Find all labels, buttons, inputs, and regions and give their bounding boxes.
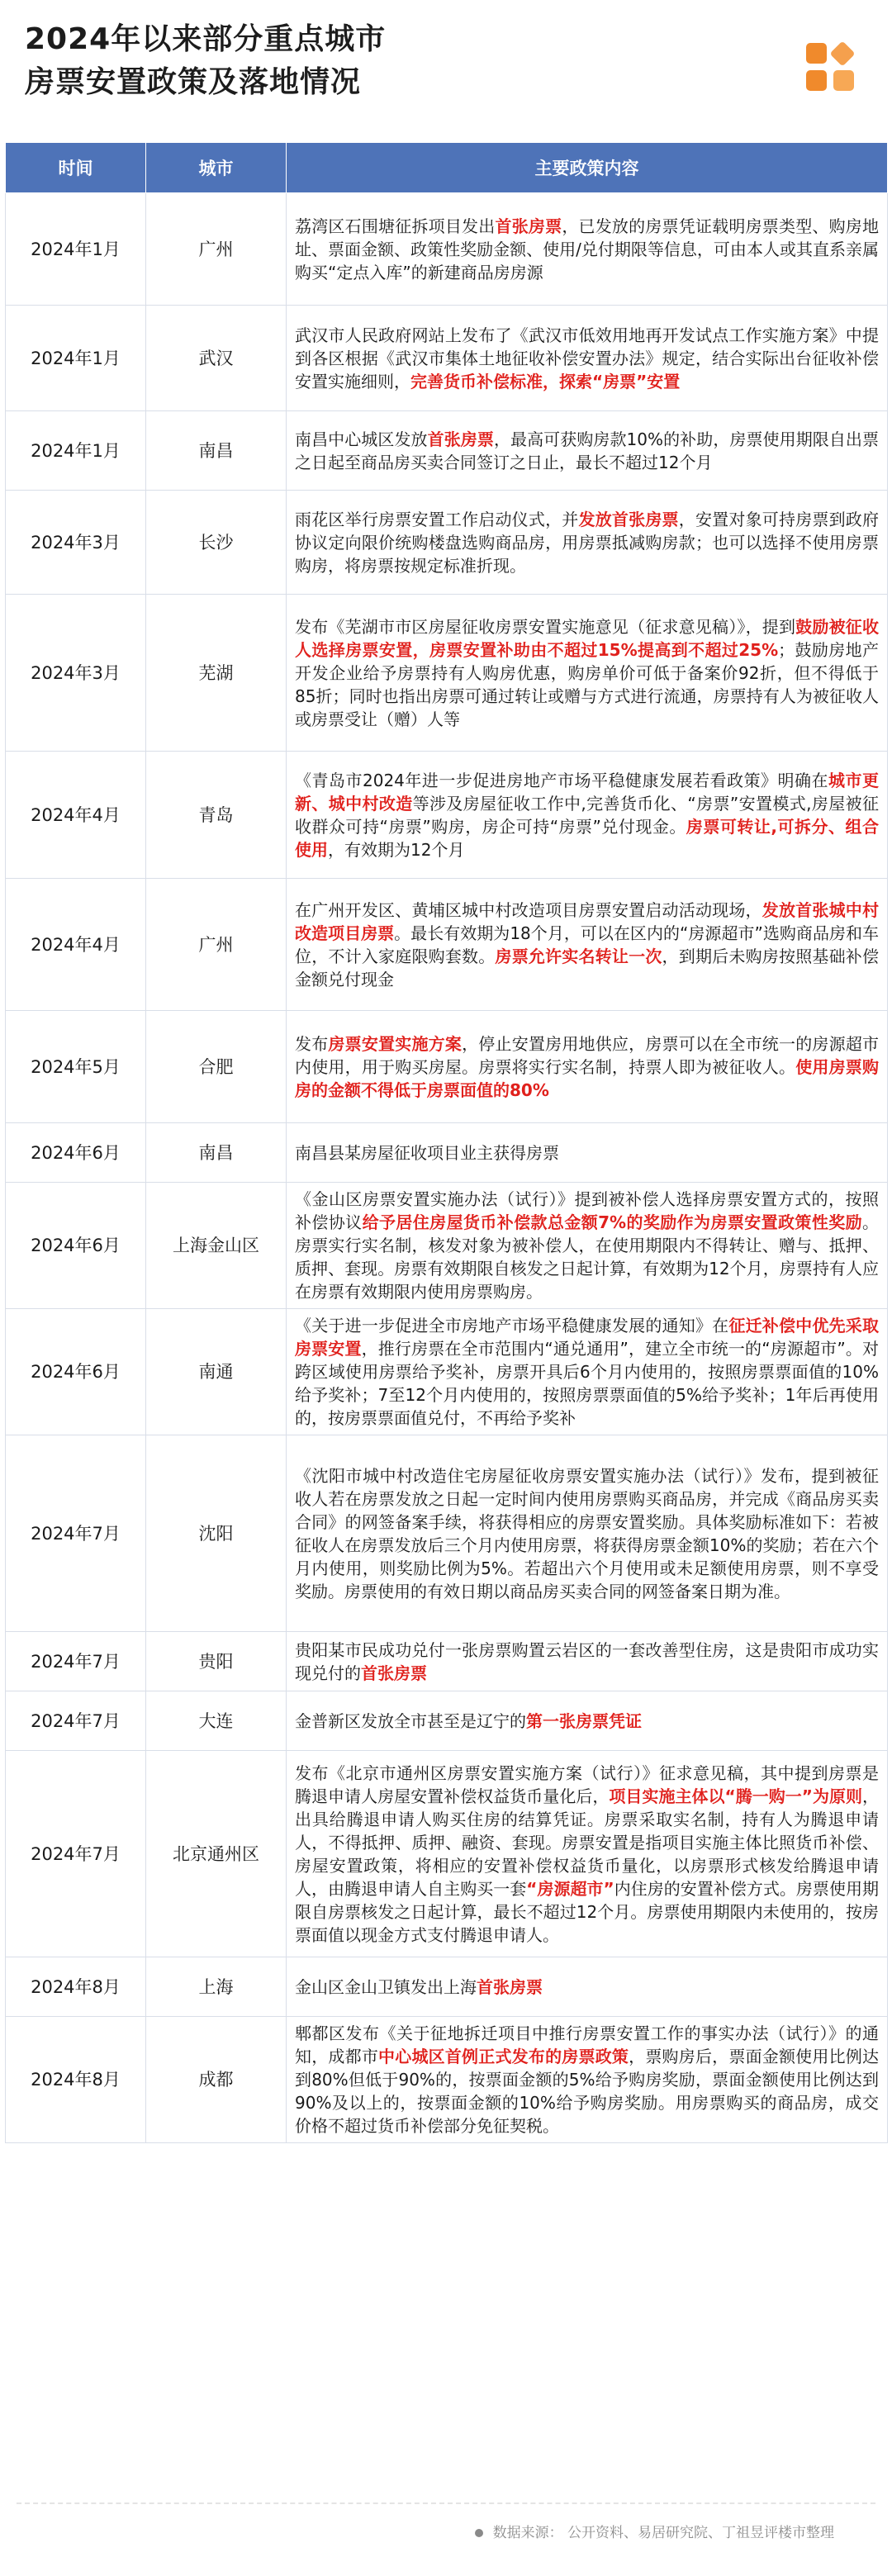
table-row [6, 1435, 888, 1632]
cell-date: 2024年5月 [6, 1011, 146, 1123]
content-text: ，票购房后，票面金额使用比例达到80%但低于90%的，按票面金额的5%给予购房奖励，票面金额使用比例达到90%及以上的，按票面金额的10%给予购房奖励。用房票购买的商品房，成交价格不超过货币补偿部分免征契税。 [295, 2047, 880, 2136]
title-line-1: 2024年以来部分重点城市 [25, 22, 387, 56]
table-row [6, 1691, 888, 1751]
footer-divider [17, 2502, 875, 2504]
highlighted-text: 首张房票 [495, 216, 562, 236]
table-row [6, 752, 888, 879]
table-row [6, 2017, 888, 2143]
cell-policy-content [287, 411, 888, 491]
table-row [6, 1751, 888, 1957]
cell-city: 广州 [146, 879, 287, 1011]
highlighted-text: 发放首张房票 [578, 509, 679, 529]
table-row [6, 491, 888, 595]
highlighted-text: 首张房票 [477, 1976, 543, 1997]
highlighted-text: 第一张房票凭证 [526, 1710, 642, 1731]
cell-city: 上海 [146, 1957, 287, 2017]
table-row [6, 1309, 888, 1435]
cell-policy-content [287, 491, 888, 595]
cell-date: 2024年6月 [6, 1123, 146, 1183]
cell-city: 成都 [146, 2017, 287, 2143]
data-source-note [475, 2521, 834, 2541]
cell-date: 2024年1月 [6, 306, 146, 411]
cell-date: 2024年8月 [6, 2017, 146, 2143]
highlighted-text: 给予居住房屋货币补偿款总金额7%的奖励作为房票安置政策性奖励 [362, 1212, 863, 1232]
highlighted-text: 房票安置实施方案 [328, 1033, 463, 1054]
highlighted-text: 使用房票购房的金额不得低于房票面值的80% [295, 1056, 880, 1100]
table-header-row [6, 143, 888, 193]
title-line-2: 房票安置政策及落地情况 [25, 65, 362, 99]
content-text: ，最高可获购房款10%的补助，房票使用期限自出票之日起至商品房买卖合同签订之日止，最长不超过12个月 [295, 429, 880, 472]
cell-date: 2024年7月 [6, 1751, 146, 1957]
table-row [6, 1632, 888, 1691]
cell-city: 南通 [146, 1309, 287, 1435]
table-row [6, 1123, 888, 1183]
cell-city: 芜湖 [146, 595, 287, 752]
highlighted-text: 征迁补偿中优先采取房票安置 [295, 1316, 880, 1359]
content-text: 发布《芜湖市市区房屋征收房票安置实施意见（征求意见稿）》，提到 [295, 616, 796, 637]
table-body [6, 193, 888, 2143]
content-text: ；鼓励房地产开发企业给予房票持有人购房优惠，购房单价可低于备案价92折，但不得低于85折；同时也指出房票可通过转让或赠与方式进行流通，房票持有人为被征收人或房票受让（赠）人等 [295, 639, 879, 729]
cell-city: 合肥 [146, 1011, 287, 1123]
footer [0, 2502, 892, 2552]
cell-policy-content [287, 1435, 888, 1632]
cell-policy-content [287, 1183, 888, 1309]
content-text: 《关于进一步促进全市房地产市场平稳健康发展的通知》在 [295, 1316, 729, 1335]
cell-city: 青岛 [146, 752, 287, 879]
cell-city: 南昌 [146, 1123, 287, 1183]
highlighted-text: 首张房票 [427, 429, 494, 449]
cell-city: 广州 [146, 193, 287, 306]
cell-policy-content [287, 1123, 888, 1183]
content-text: ，安置对象可持房票到政府协议定向限价统购楼盘选购商品房，用房票抵减购房款；也可以选择不使用房票购房，将房票按规定标准折现。 [295, 509, 880, 576]
content-text: 发布《北京市通州区房票安置实施方案（试行）》征求意见稿，其中提到房票是腾退申请人房屋安置补偿权益货币量化后， [295, 1762, 879, 1806]
highlighted-text: 发放首张城中村改造项目房票 [295, 899, 880, 943]
highlighted-text: 项目实施主体以“腾一购一”为原则 [609, 1786, 863, 1806]
content-text: 贵阳某市民成功兑付一张房票购置云岩区的一套改善型住房，这是贵阳市成功实现兑付的 [295, 1639, 879, 1683]
column-header-content: 主要政策内容 [287, 143, 888, 193]
cell-city: 贵阳 [146, 1632, 287, 1691]
content-text: 郫都区发布《关于征地拆迁项目中推行房票安置工作的事实办法（试行）》的通知，成都市 [295, 2023, 879, 2066]
table-row [6, 411, 888, 491]
cell-date: 2024年1月 [6, 411, 146, 491]
highlighted-text: 完善货币补偿标准，探索“房票”安置 [410, 371, 681, 391]
cell-date: 2024年7月 [6, 1632, 146, 1691]
highlighted-text: 鼓励被征收人选择房票安置，房票安置补助由不超过15%提高到不超过25% [295, 616, 880, 660]
content-text: ，出具给腾退申请人购买住房的结算凭证。房票采取实名制，持有人为腾退申请人，不得抵押、质押、融资、套现。房票安置是指项目实施主体比照货币补偿、房屋安置政策，将相应的安置补偿权益货币量化，以房票形式核发给腾退申请人，由腾退申请人自主购买一套 [295, 1786, 880, 1899]
highlighted-text: 城市更新、城中村改造 [295, 770, 880, 814]
content-text: ，到期后未购房按照基础补偿金额兑付现金 [295, 946, 880, 989]
content-text: 金普新区发放全市甚至是辽宁的 [295, 1710, 526, 1731]
cell-policy-content [287, 1632, 888, 1691]
cell-date: 2024年7月 [6, 1435, 146, 1632]
logo-square-icon [806, 43, 827, 64]
highlighted-text: 中心城区首例正式发布的房票政策 [378, 2047, 629, 2066]
content-text: ，有效期为12个月 [328, 839, 465, 860]
column-header-city: 城市 [146, 143, 287, 193]
table-row [6, 879, 888, 1011]
brand-logo-icon [806, 43, 854, 91]
cell-date: 2024年7月 [6, 1691, 146, 1751]
cell-policy-content [287, 193, 888, 306]
content-text: 。最长有效期为18个月，可以在区内的“房源超市”选购商品房和车位，不计入家庭限购套数。 [295, 923, 880, 966]
cell-city: 上海金山区 [146, 1183, 287, 1309]
table-row [6, 193, 888, 306]
logo-square-icon [806, 70, 827, 91]
content-text: 南昌中心城区发放 [295, 429, 428, 449]
table-row [6, 1183, 888, 1309]
cell-city: 北京通州区 [146, 1751, 287, 1957]
content-text: 等涉及房屋征收工作中,完善货币化、“房票”安置模式,房屋被征收群众可持“房票”购房，房企可持“房票”兑付现金。 [295, 793, 880, 837]
content-text: 金山区金山卫镇发出上海 [295, 1976, 477, 1997]
content-text: ，已发放的房票凭证载明房票类型、购房地址、票面金额、政策性奖励金额、使用/兑付期限等信息，可由本人或其直系亲属购买“定点入库”的新建商品房房源 [295, 216, 880, 282]
highlighted-text: “房源超市” [526, 1878, 614, 1899]
cell-city: 南昌 [146, 411, 287, 491]
cell-policy-content [287, 2017, 888, 2143]
content-text: 发布 [295, 1033, 329, 1054]
content-text: 《青岛市2024年进一步促进房地产市场平稳健康发展若看政策》明确在 [295, 770, 828, 790]
cell-city: 沈阳 [146, 1435, 287, 1632]
logo-diamond-icon [829, 40, 855, 66]
table-row [6, 1957, 888, 2017]
table-row [6, 595, 888, 752]
cell-date: 2024年4月 [6, 879, 146, 1011]
content-text: ，停止安置房用地供应，房票可以在全市统一的房源超市内使用，用于购买房屋。房票将实行实名制，持票人即为被征收人。 [295, 1033, 880, 1077]
cell-date: 2024年6月 [6, 1309, 146, 1435]
policy-table [5, 142, 888, 2143]
highlighted-text: 房票可转让,可拆分、组合使用 [295, 816, 879, 860]
cell-policy-content [287, 752, 888, 879]
cell-date: 2024年4月 [6, 752, 146, 879]
page-title [25, 18, 686, 104]
content-text: 武汉市人民政府网站上发布了《武汉市低效用地再开发试点工作实施方案》中提到各区根据《武汉市集体土地征收补偿安置办法》规定，结合实际出台征收补偿安置实施细则， [295, 325, 879, 391]
header [0, 0, 892, 139]
cell-policy-content [287, 1011, 888, 1123]
logo-square-icon [833, 70, 854, 91]
column-header-date: 时间 [6, 143, 146, 193]
content-text: 《金山区房票安置实施办法（试行）》提到被补偿人选择房票安置方式的，按照补偿协议 [295, 1189, 879, 1232]
cell-policy-content [287, 1751, 888, 1957]
cell-date: 2024年6月 [6, 1183, 146, 1309]
content-text: ，推行房票在全市范围内“通兑通用”，建立全市统一的“房源超市”。对跨区域使用房票给予奖补，房票开具后6个月内使用的，按照房票票面值的10%给予奖补；7至12个月内使用的，按照房票票面值的5%给予奖补；1年后再使用的，按房票票面值兑付，不再给予奖补 [295, 1339, 880, 1428]
cell-city: 大连 [146, 1691, 287, 1751]
cell-policy-content [287, 879, 888, 1011]
table-row [6, 306, 888, 411]
cell-policy-content [287, 1309, 888, 1435]
highlighted-text: 首张房票 [361, 1663, 427, 1683]
cell-date: 2024年8月 [6, 1957, 146, 2017]
content-text: 南昌县某房屋征收项目业主获得房票 [295, 1142, 559, 1163]
cell-policy-content [287, 1957, 888, 2017]
data-source-text: 数据来源： 公开资料、易居研究院、丁祖昱评楼市整理 [492, 2525, 834, 2541]
cell-policy-content [287, 306, 888, 411]
highlighted-text: 房票允许实名转让一次 [495, 946, 662, 966]
cell-date: 2024年3月 [6, 595, 146, 752]
content-text: 《沈阳市城中村改造住宅房屋征收房票安置实施办法（试行）》发布，提到被征收人若在房票发放之日起一定时间内使用房票购买商品房，并完成《商品房买卖合同》的网签备案手续，将获得相应的房票安置奖励。具体奖励标准如下：若被征收人在房票发放后三个月内使用房票，将获得房票金额10%的奖励；若在六个月内使用，则奖励比例为5%。若超出六个月使用或未足额使用房票，则不享受奖励。房票使用的有效日期以商品房买卖合同的网签备案日期为准。 [295, 1465, 879, 1601]
content-text: 雨花区举行房票安置工作启动仪式，并 [295, 509, 579, 529]
content-text: 内住房的安置补偿方式。房票使用期限自房票核发之日起计算，最长不超过12个月。房票使用期限内未使用的，按房票面值以现金方式支付腾退申请人。 [295, 1878, 879, 1945]
cell-policy-content [287, 1691, 888, 1751]
cell-policy-content [287, 595, 888, 752]
content-text: 荔湾区石围塘征拆项目发出 [295, 216, 496, 236]
table-row [6, 1011, 888, 1123]
cell-date: 2024年1月 [6, 193, 146, 306]
content-text: 在广州开发区、黄埔区城中村改造项目房票安置启动活动现场， [295, 899, 762, 920]
cell-city: 长沙 [146, 491, 287, 595]
bullet-dot-icon [475, 2529, 483, 2537]
content-text: 。房票实行实名制，核发对象为被补偿人，在使用期限内不得转让、赠与、抵押、质押、套现。房票有效期限自核发之日起计算，有效期为12个月，房票持有人应在房票有效期限内使用房票购房。 [295, 1212, 880, 1302]
cell-city: 武汉 [146, 306, 287, 411]
cell-date: 2024年3月 [6, 491, 146, 595]
